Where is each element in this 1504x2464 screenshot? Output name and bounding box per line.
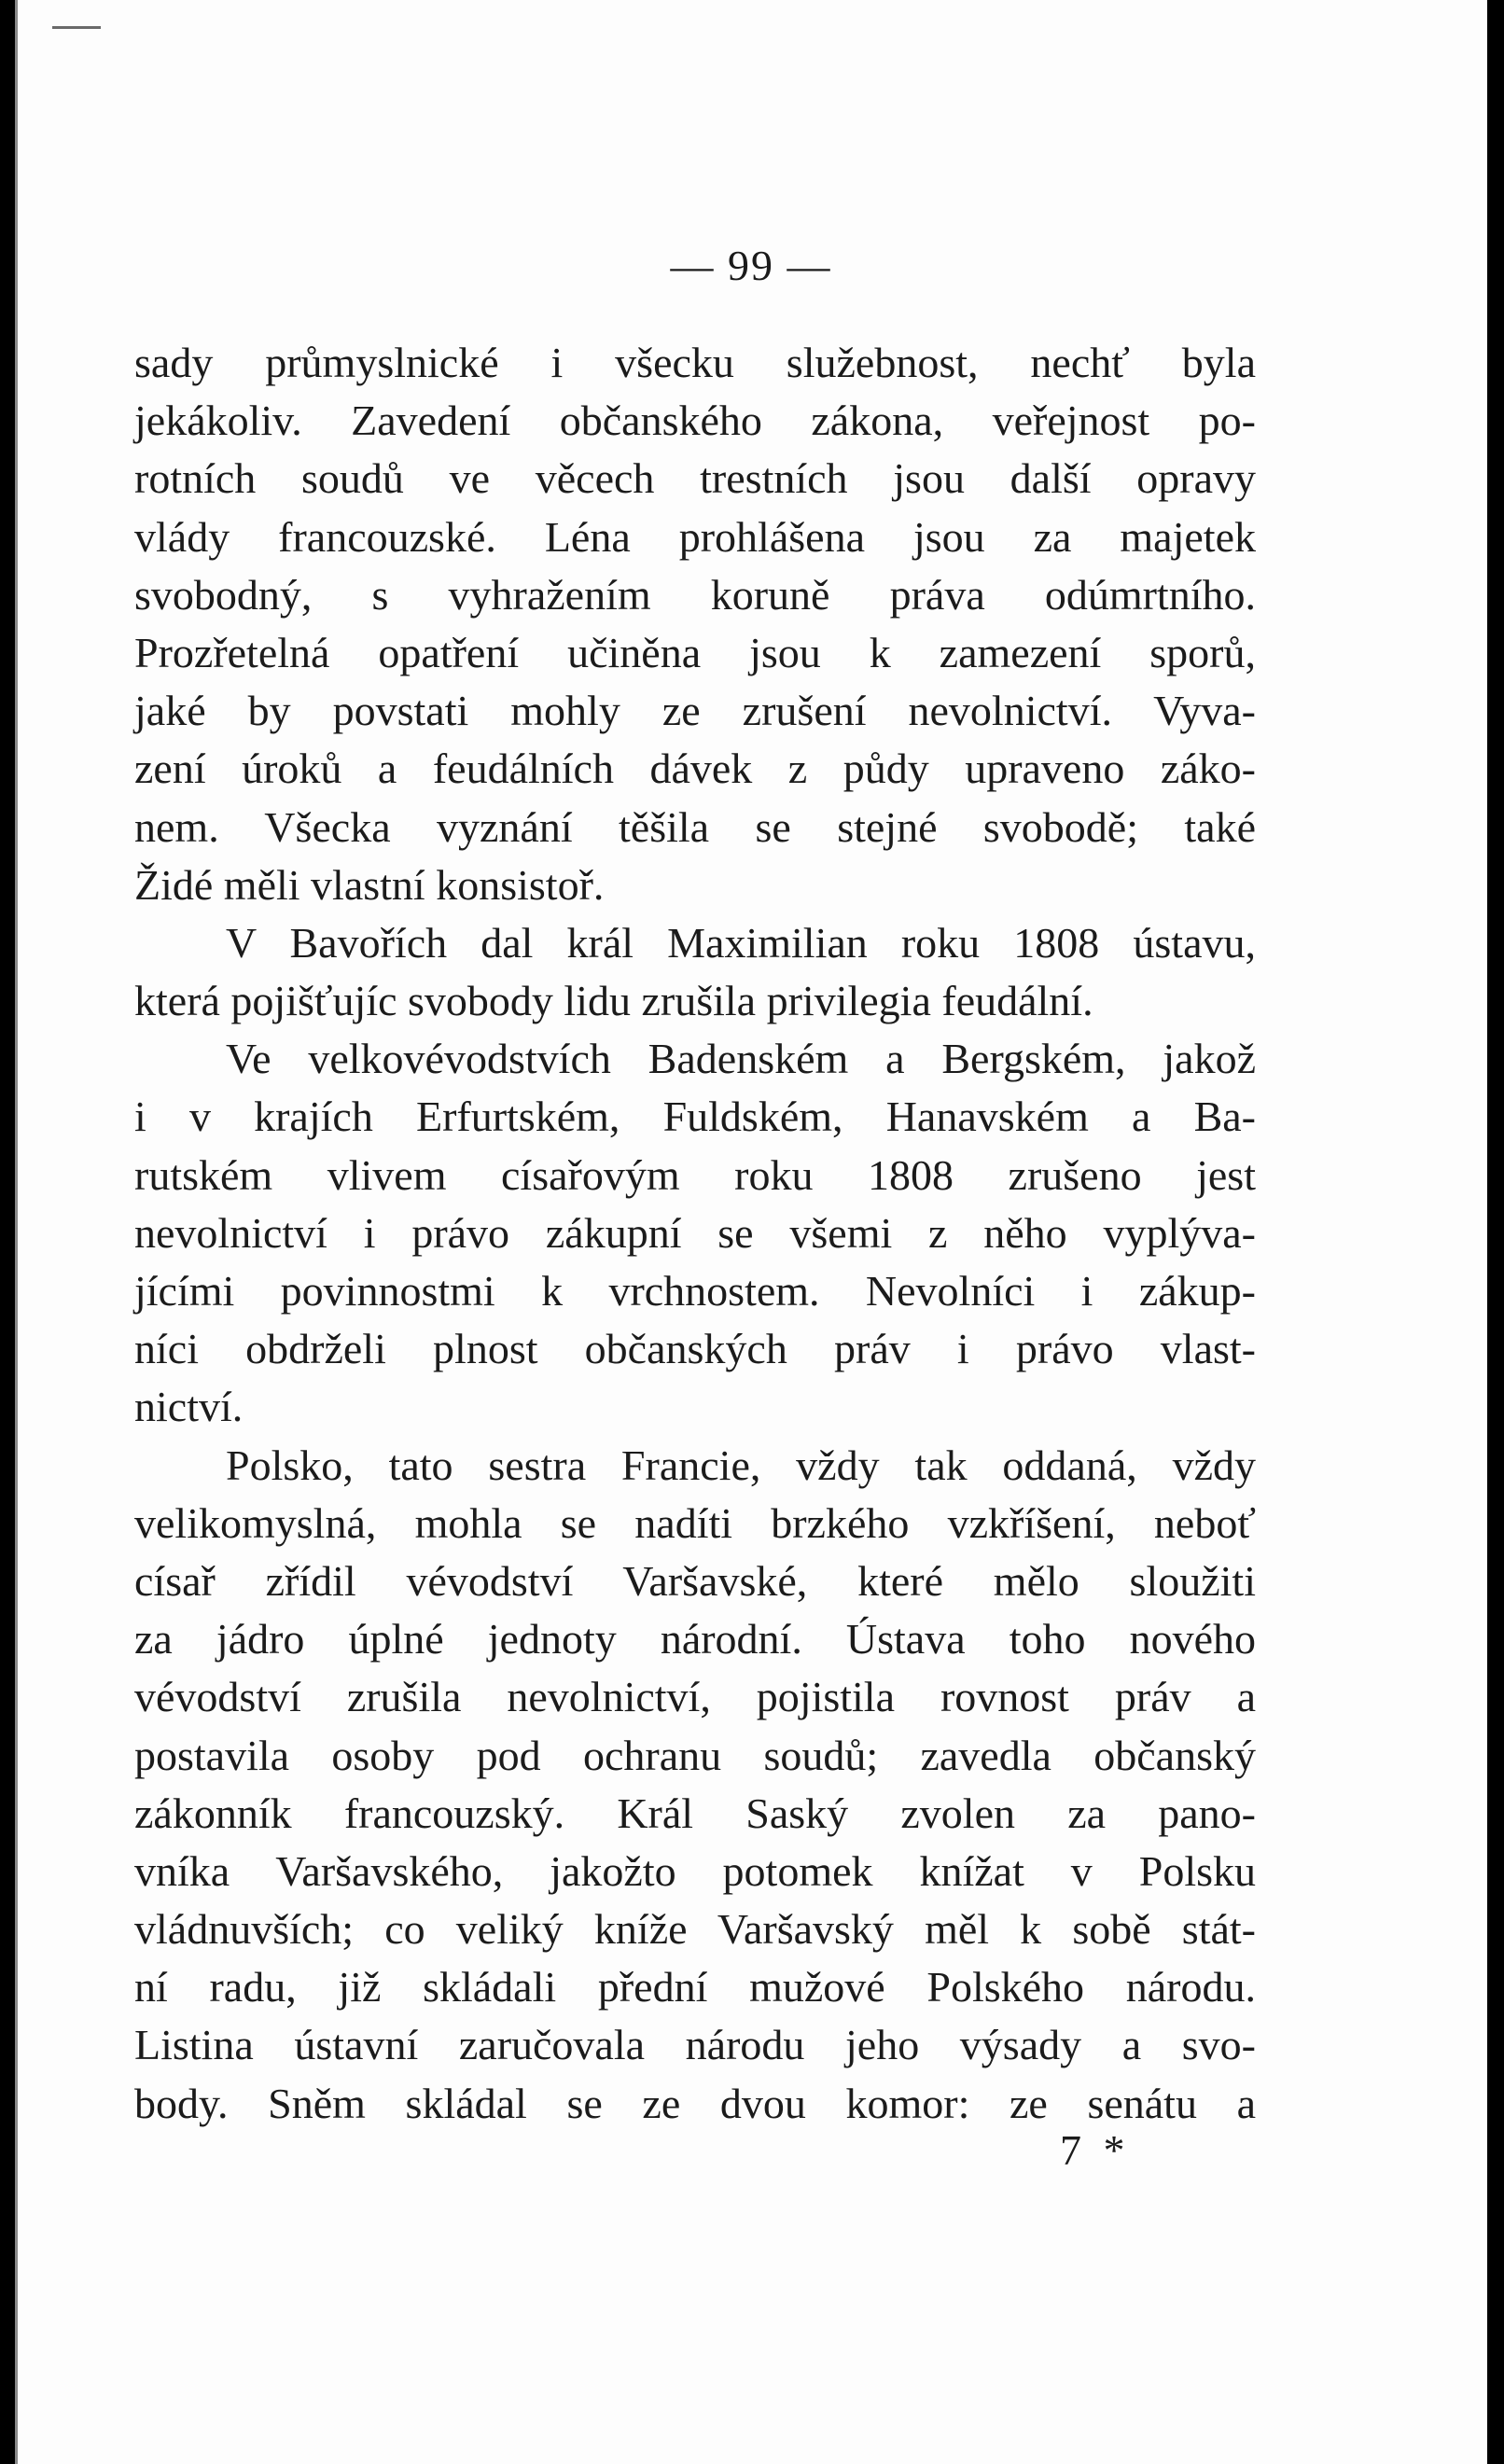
text-line: vlády francouzské. Léna prohlášena jsou za majetek xyxy=(134,512,1256,561)
top-left-scan-mark xyxy=(52,26,101,29)
book-page xyxy=(15,0,1487,2464)
text-line: V Bavořích dal král Maximilian roku 1808 ústavu, xyxy=(226,918,1256,967)
text-line: za jádro úplné jednoty národní. Ústava toho nového xyxy=(134,1615,1256,1664)
text-line: rutském vlivem císařovým roku 1808 zrušeno jest xyxy=(134,1150,1256,1199)
text-line: jaké by povstati mohly ze zrušení nevolnictví. Vyva- xyxy=(134,687,1256,735)
text-line: jícími povinnostmi k vrchnostem. Nevolníci i zákup- xyxy=(134,1267,1256,1315)
text-line: nem. Všecka vyznání těšila se stejné svobodě; také xyxy=(134,802,1256,851)
text-line: velikomyslná, mohla se nadíti brzkého vzkříšení, neboť xyxy=(134,1498,1256,1547)
text-line: zákonník francouzský. Král Saský zvolen za pano- xyxy=(134,1789,1256,1837)
page-number: — 99 — xyxy=(670,242,832,289)
text-line: vládnuvších; co veliký kníže Varšavský měl k sobě stát- xyxy=(134,1905,1256,1954)
text-line: Židé měli vlastní konsistoř. xyxy=(134,860,605,909)
left-edge-shadow xyxy=(15,0,18,2464)
text-line: jekákoliv. Zavedení občanského zákona, veřejnost po- xyxy=(134,397,1256,445)
text-line: zení úroků a feudálních dávek z půdy upraveno záko- xyxy=(134,745,1256,793)
text-line: i v krajích Erfurtském, Fuldském, Hanavském a Ba- xyxy=(134,1093,1256,1141)
text-line: vníka Varšavského, jakožto potomek knížat v Polsku xyxy=(134,1846,1256,1895)
text-line: sady průmyslnické i všecku služebnost, nechť byla xyxy=(134,339,1256,386)
text-line: nictví. xyxy=(134,1383,244,1431)
text-line: nevolnictví i právo zákupní se všemi z něho vyplýva- xyxy=(134,1208,1256,1257)
text-line: císař zřídil vévodství Varšavské, které mělo sloužiti xyxy=(134,1556,1256,1605)
text-line: Prozřetelná opatření učiněna jsou k zamezení sporů, xyxy=(134,628,1256,676)
text-line: níci obdrželi plnost občanských práv i právo vlast- xyxy=(134,1325,1256,1373)
text-line: body. Sněm skládal se ze dvou komor: ze senátu a xyxy=(134,2079,1256,2127)
text-line: která pojišťujíc svobody lidu zrušila privilegia feudální. xyxy=(134,977,1093,1025)
text-line: vévodství zrušila nevolnictví, pojistila rovnost práv a xyxy=(134,1673,1256,1721)
text-line: svobodný, s vyhražením koruně práva odúmrtního. xyxy=(134,570,1256,619)
body-text xyxy=(134,334,1256,2133)
text-line: postavila osoby pod ochranu soudů; zavedla občanský xyxy=(134,1731,1256,1779)
text-line: Listina ústavní zaručovala národu jeho výsady a svo- xyxy=(134,2021,1256,2069)
text-line: Polsko, tato sestra Francie, vždy tak oddaná, vždy xyxy=(226,1441,1256,1489)
text-line: rotních soudů ve věcech trestních jsou další opravy xyxy=(134,454,1256,503)
text-line: Ve velkovévodstvích Badenském a Bergském, jakož xyxy=(226,1035,1256,1083)
text-line: ní radu, již skládali přední mužové Polského národu. xyxy=(134,1963,1256,2012)
printer-signature: 7 * xyxy=(1060,2126,1131,2174)
